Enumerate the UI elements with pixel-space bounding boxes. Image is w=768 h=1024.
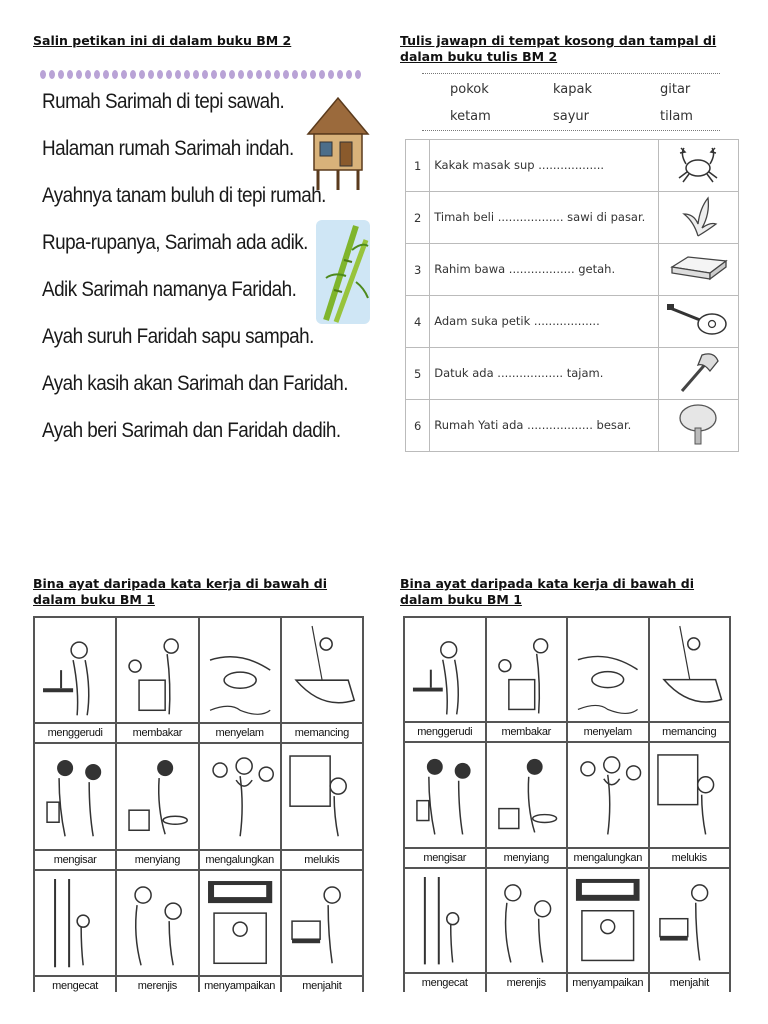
drawing-burning: [487, 618, 567, 721]
verb-cell: [282, 871, 362, 995]
word-bank-item: tilam: [660, 109, 693, 124]
divider: [422, 130, 720, 131]
word-bank-item: gitar: [660, 82, 691, 97]
verb-cell: [568, 743, 648, 866]
verb-label: memancing: [650, 721, 730, 741]
verb-cell: [487, 618, 567, 741]
bamboo-icon: [316, 220, 370, 324]
drawing-cleaning-fish: [117, 744, 197, 848]
verb-label: menjahit: [650, 972, 730, 992]
passage-line: Ayahnya tanam buluh di tepi rumah.: [42, 184, 326, 207]
drawing-garlanding: [200, 744, 280, 848]
verb-label: menggerudi: [405, 721, 485, 741]
verb-cell: [117, 871, 197, 995]
drawing-diving: [568, 618, 648, 721]
verb-label: memancing: [282, 722, 362, 742]
passage-line: Ayah suruh Faridah sapu sampah.: [42, 325, 314, 348]
verb-label: mengecat: [35, 975, 115, 995]
drawing-garlanding: [568, 743, 648, 846]
verb-label: merenjis: [487, 972, 567, 992]
drawing-presenting: [568, 869, 648, 972]
verb-cell: [405, 618, 485, 741]
passage-line: Rupa-rupanya, Sarimah ada adik.: [42, 231, 308, 254]
verb-cell: [650, 618, 730, 741]
verb-cell: [35, 618, 115, 742]
verb-cell: [117, 618, 197, 742]
verb-label: menyelam: [200, 722, 280, 742]
verb-cell: [200, 744, 280, 868]
verb-label: menjahit: [282, 975, 362, 995]
verb-cell: [568, 618, 648, 741]
verb-cell: [35, 871, 115, 995]
mattress-icon: [668, 253, 728, 283]
verb-cell: [487, 743, 567, 866]
question-sentence: Adam suka petik ..................: [430, 296, 659, 348]
drawing-sewing: [282, 871, 362, 975]
question-sentence: Rahim bawa .................. getah.: [430, 244, 659, 296]
question-sentence: Kakak masak sup ..................: [430, 140, 659, 192]
question-number: 4: [406, 296, 430, 348]
question-sentence: Timah beli .................. sawi di pasar.: [430, 192, 659, 244]
picture-cell: [658, 192, 738, 244]
word-bank-item: ketam: [450, 109, 491, 124]
verb-label: membakar: [487, 721, 567, 741]
verb-cell: [117, 744, 197, 868]
drawing-presenting: [200, 871, 280, 975]
verb-label: mengalungkan: [568, 847, 648, 867]
question-sentence: Rumah Yati ada .................. besar.: [430, 400, 659, 452]
vegetable-icon: [673, 194, 723, 238]
verb-label: menyampaikan: [568, 972, 648, 992]
verb-label: merenjis: [117, 975, 197, 995]
drawing-painting-picture: [282, 744, 362, 848]
drawing-sprinkling: [117, 871, 197, 975]
verb-picture-grid: [33, 616, 364, 992]
crab-icon: [673, 144, 723, 184]
passage-line: Halaman rumah Sarimah indah.: [42, 137, 294, 160]
picture-cell: [658, 400, 738, 452]
verb-cell: [200, 618, 280, 742]
verb-cell: [650, 869, 730, 992]
verbs-heading: Bina ayat daripada kata kerja di bawah di dalam buku BM 1: [400, 576, 695, 607]
drawing-painting-wall: [35, 871, 115, 975]
verbs-heading: Bina ayat daripada kata kerja di bawah di dalam buku BM 1: [33, 576, 328, 607]
verb-picture-grid: [403, 616, 731, 992]
picture-cell: [658, 244, 738, 296]
guitar-icon: [666, 302, 730, 338]
question-number: 6: [406, 400, 430, 452]
word-bank-item: sayur: [553, 109, 590, 124]
question-number: 3: [406, 244, 430, 296]
drawing-blending: [405, 743, 485, 846]
verb-label: menggerudi: [35, 722, 115, 742]
verb-cell: [650, 743, 730, 866]
passage-line: Adik Sarimah namanya Faridah.: [42, 278, 297, 301]
verb-label: mengecat: [405, 972, 485, 992]
verb-label: mengalungkan: [200, 849, 280, 869]
question-number: 5: [406, 348, 430, 400]
verb-cell: [282, 618, 362, 742]
passage-heading: Salin petikan ini di dalam buku BM 2: [33, 33, 292, 48]
passage-line: Rumah Sarimah di tepi sawah.: [42, 90, 285, 113]
drawing-fishing: [650, 618, 730, 721]
house-icon: [302, 94, 374, 194]
passage-line: Ayah beri Sarimah dan Faridah dadih.: [42, 419, 341, 442]
verb-cell: [282, 744, 362, 868]
fill-in-table: [405, 139, 739, 452]
verb-cell: [568, 869, 648, 992]
verb-label: mengisar: [35, 849, 115, 869]
verb-cell: [405, 869, 485, 992]
divider: [422, 73, 720, 74]
verb-cell: [487, 869, 567, 992]
drawing-painting-picture: [650, 743, 730, 846]
verb-label: menyampaikan: [200, 975, 280, 995]
drawing-painting-wall: [405, 869, 485, 972]
verb-label: menyelam: [568, 721, 648, 741]
axe-icon: [676, 349, 720, 395]
verb-label: melukis: [650, 847, 730, 867]
drawing-cleaning-fish: [487, 743, 567, 846]
verb-label: mengisar: [405, 847, 485, 867]
drawing-sewing: [650, 869, 730, 972]
drawing-fishing: [282, 618, 362, 722]
drawing-diving: [200, 618, 280, 722]
verb-label: membakar: [117, 722, 197, 742]
picture-cell: [658, 348, 738, 400]
word-bank-item: kapak: [553, 82, 593, 97]
picture-cell: [658, 140, 738, 192]
question-number: 2: [406, 192, 430, 244]
tree-icon: [676, 402, 720, 446]
drawing-drilling: [35, 618, 115, 722]
drawing-sprinkling: [487, 869, 567, 972]
drawing-burning: [117, 618, 197, 722]
exercise-heading: Tulis jawapn di tempat kosong dan tampal di dalam buku tulis BM 2: [400, 33, 717, 64]
verb-cell: [405, 743, 485, 866]
word-bank-item: pokok: [450, 82, 489, 97]
verb-label: menyiang: [487, 847, 567, 867]
picture-cell: [658, 296, 738, 348]
verb-label: menyiang: [117, 849, 197, 869]
drawing-drilling: [405, 618, 485, 721]
passage-line: Ayah kasih akan Sarimah dan Faridah.: [42, 372, 348, 395]
verb-cell: [35, 744, 115, 868]
drawing-blending: [35, 744, 115, 848]
verb-label: melukis: [282, 849, 362, 869]
question-number: 1: [406, 140, 430, 192]
decorative-dot-border: [40, 70, 361, 79]
question-sentence: Datuk ada .................. tajam.: [430, 348, 659, 400]
verb-cell: [200, 871, 280, 995]
